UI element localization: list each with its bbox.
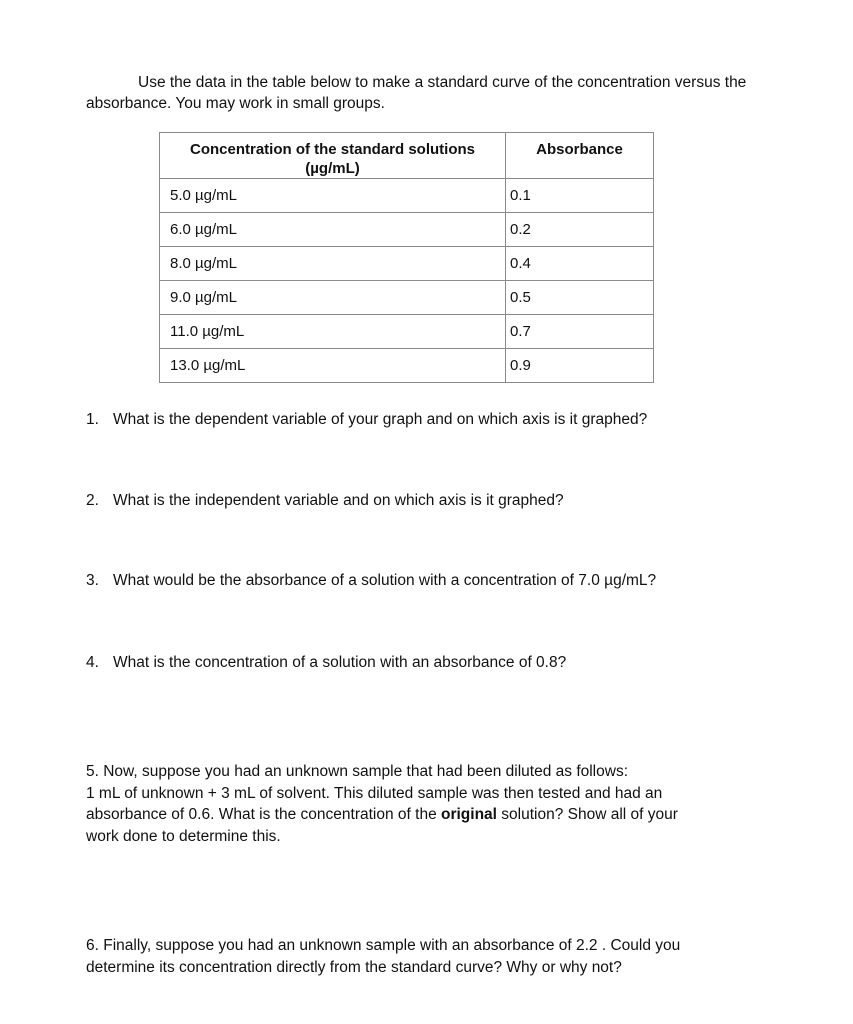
table-header-row: [160, 133, 654, 179]
question-number: 2.: [86, 492, 99, 509]
concentration-cell: 8.0 µg/mL: [160, 247, 506, 281]
question-5-line4: work done to determine this.: [86, 827, 281, 845]
concentration-cell: 5.0 µg/mL: [160, 179, 506, 213]
question-5-line3-end: solution? Show all of your: [496, 806, 678, 823]
table-row: [160, 247, 654, 281]
table-row: [160, 349, 654, 383]
absorbance-header: Absorbance: [506, 133, 654, 179]
question-text: What would be the absorbance of a solution with a concentration of 7.0 µg/mL?: [113, 572, 657, 589]
question-5-emphasis: original: [441, 806, 497, 823]
table-row: [160, 315, 654, 349]
question-5-line1: 5. Now, suppose you had an unknown sample that had been diluted as follows:: [86, 763, 629, 780]
standard-solutions-table: [159, 132, 654, 383]
absorbance-cell: 0.9: [506, 349, 654, 383]
question-6-line2: determine its concentration directly from the standard curve? Why or why not?: [86, 958, 622, 976]
question-1: [86, 409, 786, 430]
absorbance-cell: 0.2: [506, 213, 654, 247]
concentration-header-unit: (µg/mL): [305, 160, 360, 177]
intro-paragraph: [86, 72, 776, 114]
question-text: What is the concentration of a solution with an absorbance of 0.8?: [113, 654, 567, 671]
table-row: [160, 179, 654, 213]
question-5-line3-start: absorbance of 0.6. What is the concentration of the: [86, 806, 441, 823]
question-3: [86, 570, 786, 591]
concentration-cell: 13.0 µg/mL: [160, 349, 506, 383]
absorbance-cell: 0.1: [506, 179, 654, 213]
question-number: 3.: [86, 572, 99, 589]
question-number: 1.: [86, 411, 99, 428]
table-row: [160, 213, 654, 247]
intro-text: Use the data in the table below to make a standard curve of the concentration versus the absorbance. You may work in small groups.: [86, 74, 747, 112]
absorbance-cell: 0.5: [506, 281, 654, 315]
question-5-line2: 1 mL of unknown + 3 mL of solvent. This diluted sample was then tested and had an: [86, 784, 663, 802]
question-text: What is the independent variable and on which axis is it graphed?: [113, 492, 564, 509]
absorbance-cell: 0.4: [506, 247, 654, 281]
absorbance-cell: 0.7: [506, 315, 654, 349]
question-5: [86, 761, 786, 847]
question-number: 4.: [86, 654, 99, 671]
question-4: [86, 652, 786, 673]
concentration-cell: 6.0 µg/mL: [160, 213, 506, 247]
concentration-cell: 11.0 µg/mL: [160, 315, 506, 349]
concentration-header: [160, 133, 506, 179]
question-text: What is the dependent variable of your graph and on which axis is it graphed?: [113, 411, 648, 428]
table-row: [160, 281, 654, 315]
concentration-header-line1: Concentration of the standard solutions: [189, 141, 475, 158]
question-2: [86, 490, 786, 511]
concentration-cell: 9.0 µg/mL: [160, 281, 506, 315]
question-6-line1: 6. Finally, suppose you had an unknown sample with an absorbance of 2.2 . Could you: [86, 937, 681, 954]
question-6: [86, 935, 786, 978]
